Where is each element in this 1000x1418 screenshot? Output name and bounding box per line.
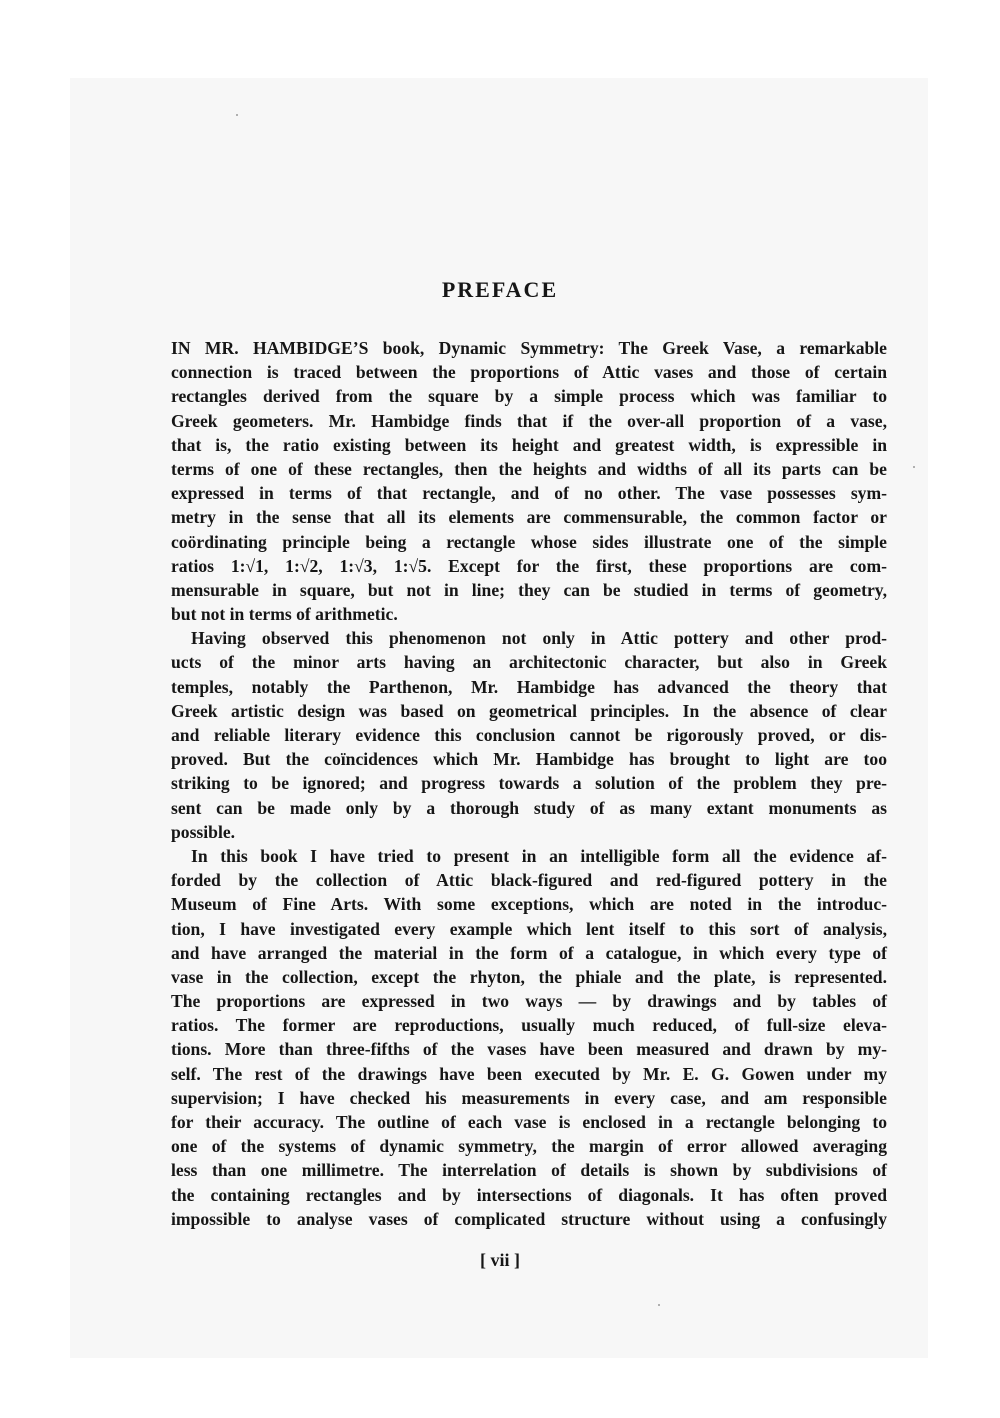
text-line: tion, I have investigated every example which lent itself to this sort of analysis, [171, 918, 887, 939]
text-line: ratios. The former are reproductions, usually much reduced, of full-size eleva- [171, 1015, 887, 1036]
text-line: that is, the ratio existing between its height and greatest width, is expressible in [171, 434, 887, 455]
scan-speck [658, 1304, 660, 1306]
page-number: [ vii ] [480, 1250, 520, 1270]
text-line: ucts of the minor arts having an architectonic character, but also in Greek [171, 652, 887, 673]
text-line: ratios 1:√1, 1:√2, 1:√3, 1:√5. Except for the first, these proportions are com- [171, 555, 887, 576]
text-line: sent can be made only by a thorough study of as many extant monuments as [171, 797, 887, 818]
text-line: proved. But the coïncidences which Mr. Hambidge has brought to light are too [171, 749, 887, 770]
text-line: Greek geometers. Mr. Hambidge finds that if the over-all proportion of a vase, [171, 410, 887, 431]
text-line: forded by the collection of Attic black-figured and red-figured pottery in the [171, 870, 887, 891]
text-line: self. The rest of the drawings have been executed by Mr. E. G. Gowen under my [171, 1063, 887, 1084]
text-line: and have arranged the material in the form of a catalogue, in which every type of [171, 942, 887, 963]
text-line: and reliable literary evidence this conclusion cannot be rigorously proved, or dis- [171, 725, 887, 745]
text-line: rectangles derived from the square by a simple process which was familiar to [171, 386, 887, 407]
text-line: connection is traced between the proportions of Attic vases and those of certain [171, 362, 887, 383]
text-line: temples, notably the Parthenon, Mr. Hambidge has advanced the theory that [171, 676, 887, 697]
text-line: The proportions are expressed in two ways — by drawings and by tables of [171, 991, 887, 1012]
page-title: PREFACE [441, 277, 559, 302]
text-line: striking to be ignored; and progress towards a solution of the problem they pre- [171, 773, 887, 794]
text-line: Museum of Fine Arts. With some exceptions, which are noted in the introduc- [171, 894, 887, 915]
text-line: vase in the collection, except the rhyton, the phiale and the plate, is represented. [171, 966, 887, 987]
text-line: coördinating principle being a rectangle whose sides illustrate one of the simple [171, 531, 887, 552]
text-line: metry in the sense that all its elements are commensurable, the common factor or [171, 507, 887, 528]
text-line: Having observed this phenomenon not only in Attic pottery and other prod- [191, 628, 887, 649]
text-line: but not in terms of arithmetic. [171, 604, 398, 625]
text-line: Greek artistic design was based on geometrical principles. In the absence of clear [171, 700, 887, 721]
scan-speck [913, 466, 915, 468]
text-line: tions. More than three-fifths of the vases have been measured and drawn by my- [171, 1039, 887, 1060]
text-line: impossible to analyse vases of complicated structure without using a confusingly [171, 1208, 887, 1229]
text-line: supervision; I have checked his measurements in every case, and am responsible [171, 1087, 887, 1108]
text-line: IN MR. HAMBIDGE’S book, Dynamic Symmetry: The Greek Vase, a remarkable [171, 338, 887, 358]
text-line: less than one millimetre. The interrelation of details is shown by subdivisions of [171, 1160, 887, 1181]
text-line: terms of one of these rectangles, then the heights and widths of all its parts can be [171, 458, 887, 479]
text-line: for their accuracy. The outline of each vase is enclosed in a rectangle belonging to [171, 1112, 887, 1132]
text-line: one of the systems of dynamic symmetry, the margin of error allowed averaging [171, 1136, 887, 1157]
scan-speck [236, 114, 238, 116]
text-line: possible. [171, 821, 236, 842]
text-line: In this book I have tried to present in an intelligible form all the evidence af- [191, 845, 887, 866]
text-line: the containing rectangles and by intersections of diagonals. It has often proved [171, 1184, 887, 1205]
text-line: mensurable in square, but not in line; they can be studied in terms of geometry, [171, 579, 887, 600]
text-line: expressed in terms of that rectangle, and of no other. The vase possesses sym- [171, 483, 887, 504]
preface-body [171, 336, 887, 1231]
